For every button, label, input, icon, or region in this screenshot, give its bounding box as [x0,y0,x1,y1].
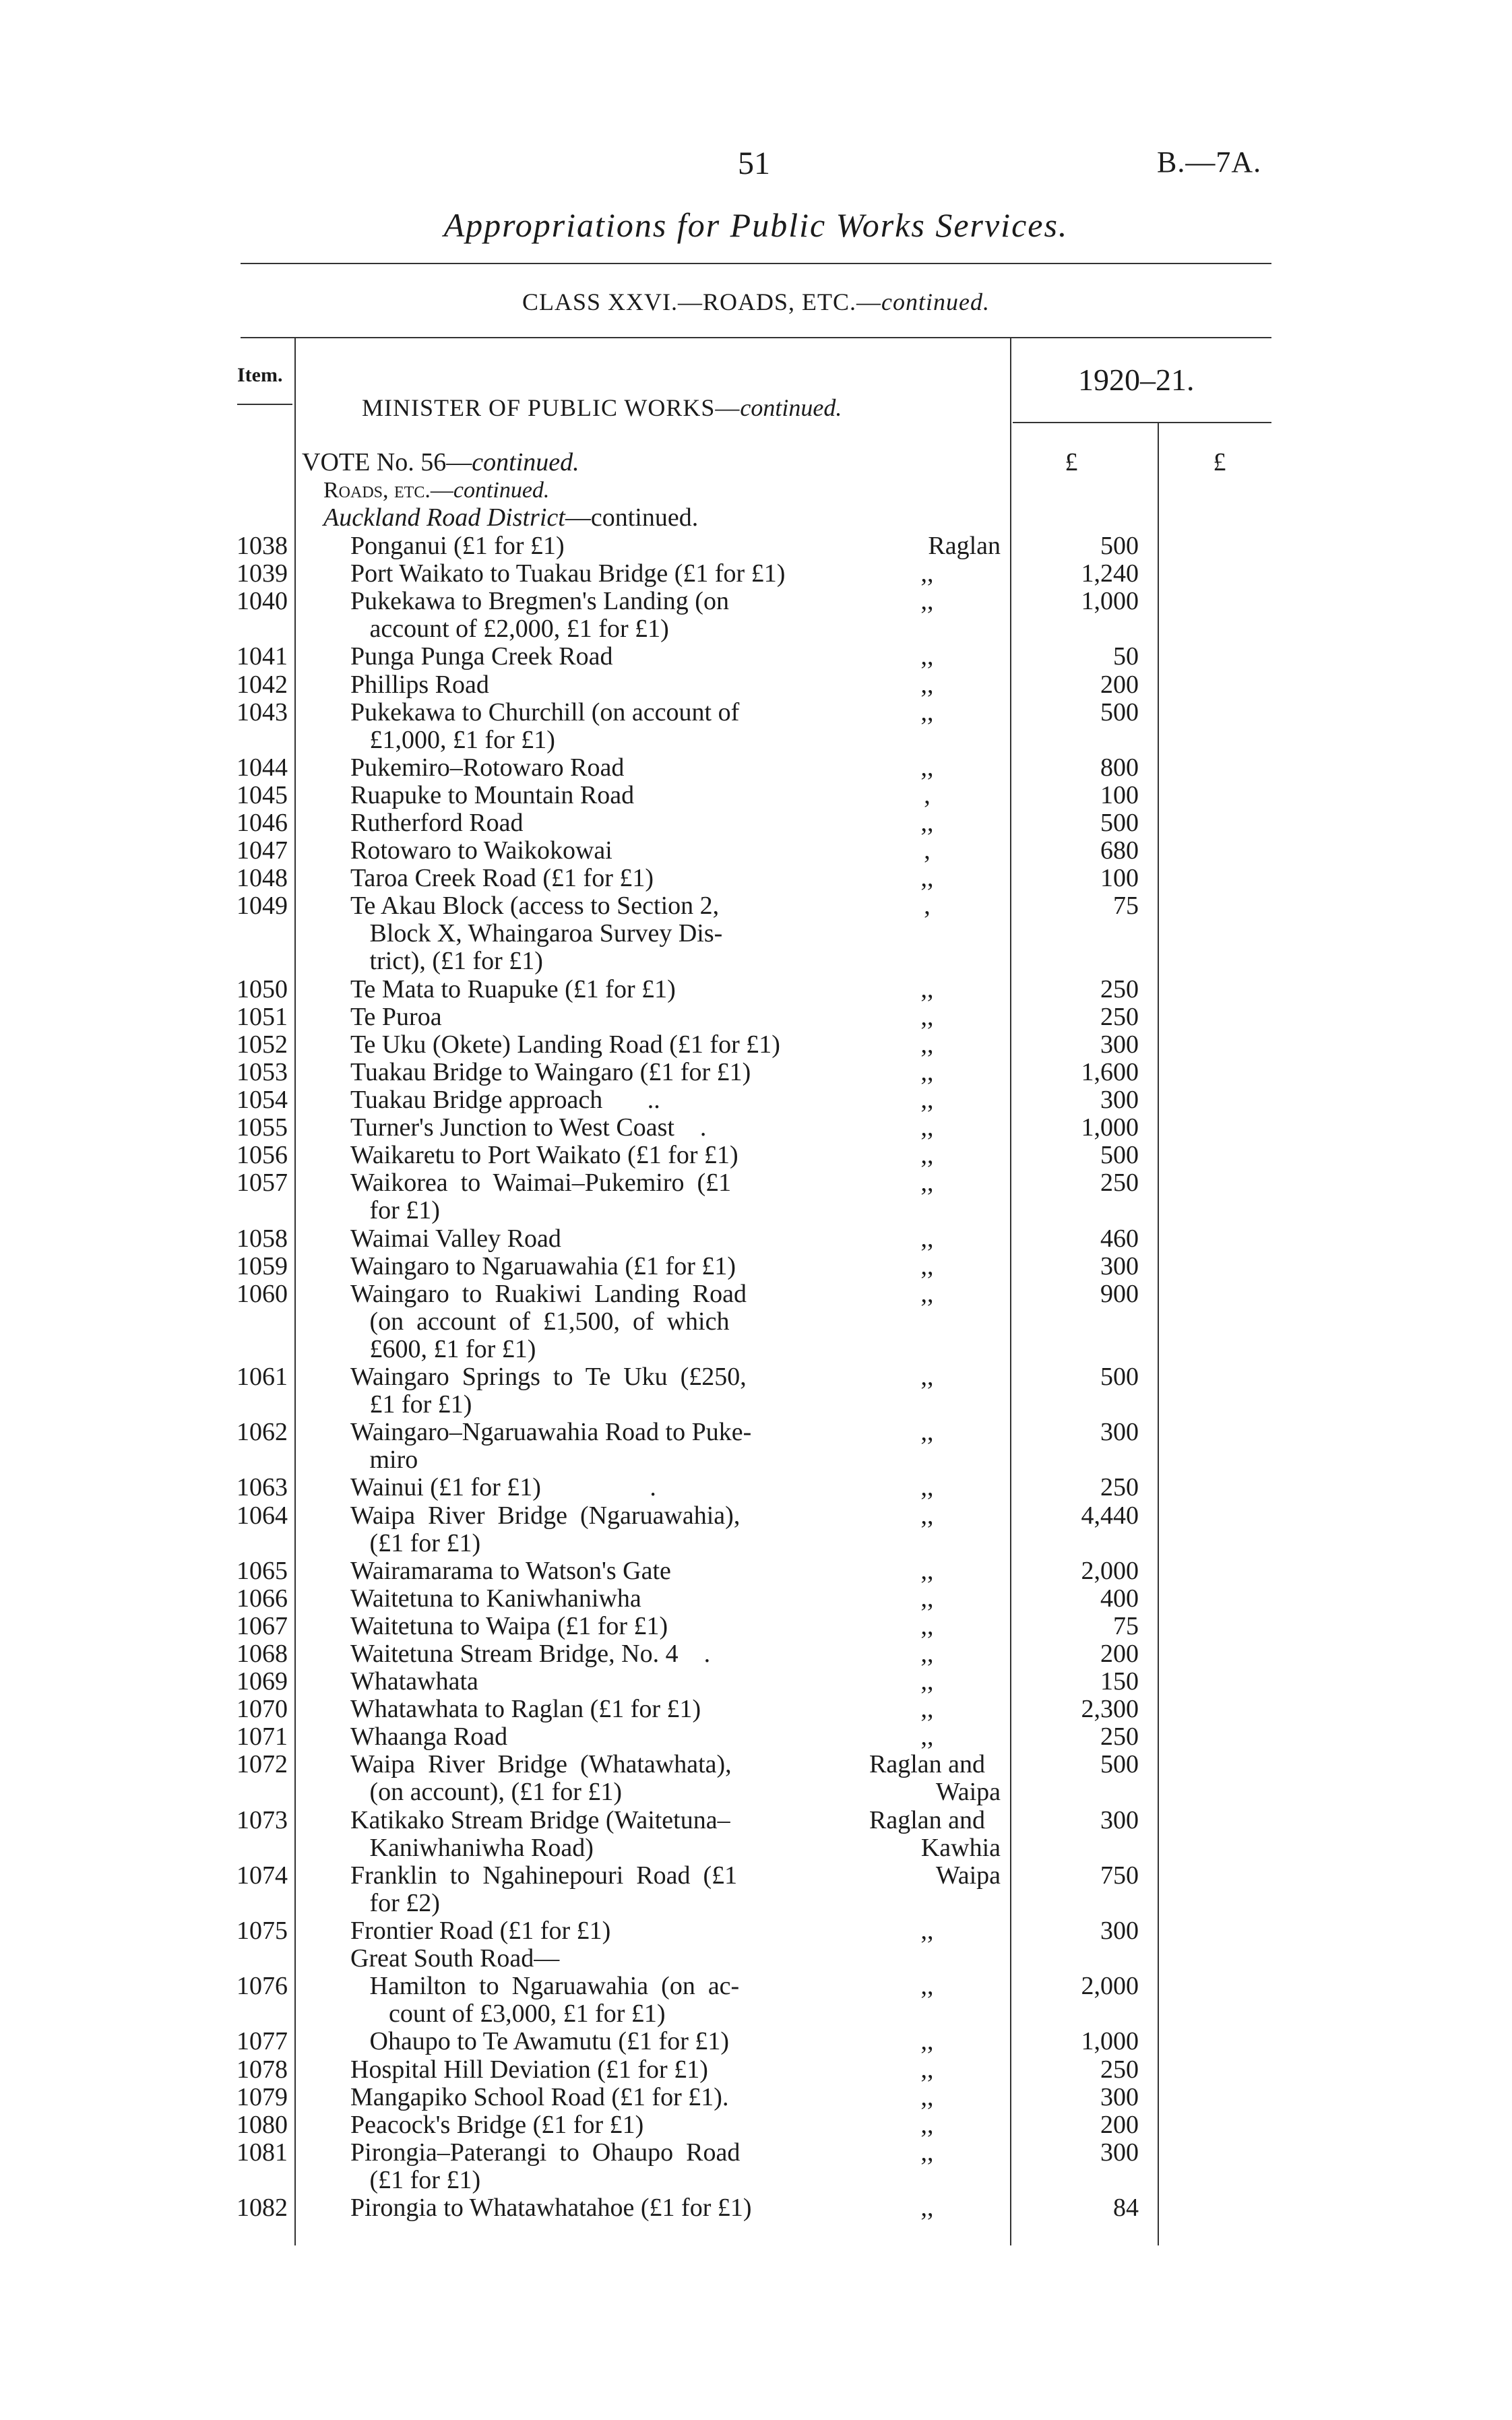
item-number: 1038 [237,532,288,560]
amount: 460 [1100,1224,1139,1253]
item-description: Ohaupo to Te Awamutu (£1 for £1) [350,2027,730,2056]
electoral-district: ,, [920,1723,934,1751]
item-description: £600, £1 for £1) [350,1334,536,1363]
electoral-district: Raglan and [869,1750,985,1779]
item-number: 1059 [237,1251,288,1280]
amount: 500 [1100,1141,1139,1170]
item-number: 1051 [237,1002,288,1031]
electoral-district: ,, [920,974,934,1003]
item-description: Waitetuna Stream Bridge, No. 4 . [350,1640,711,1668]
item-number: 1076 [237,1972,288,2001]
item-number: 1052 [237,1030,288,1059]
item-description: Waitetuna to Waipa (£1 for £1) [350,1611,668,1640]
page-title: Appropriations for Public Works Services. [443,206,1069,244]
item-description: Frontier Road (£1 for £1) [350,1917,611,1945]
electoral-district: ,, [920,1169,934,1198]
item-description: Whatawhata [350,1667,478,1696]
amount: 2,300 [1081,1695,1139,1724]
electoral-district: ,, [920,1917,934,1945]
district-heading-suffix: —continued. [565,503,699,532]
district-heading-text: Auckland Road District [323,503,565,532]
electoral-district: ,, [920,1363,934,1391]
item-description: Franklin to Ngahinepouri Road (£1 [350,1861,738,1890]
item-number: 1072 [237,1750,288,1779]
item-description: Pirongia to Whatawhatahoe (£1 for £1) [350,2194,752,2222]
amount: 300 [1100,2082,1139,2111]
amount: 300 [1100,1251,1139,1280]
item-description: Pirongia–Paterangi to Ohaupo Road [350,2138,741,2167]
electoral-district: ,, [920,1224,934,1253]
item-number: 1061 [237,1363,288,1391]
amount: 300 [1100,1805,1139,1834]
item-number: 1042 [237,670,288,699]
amount: 2,000 [1081,1556,1139,1585]
amount: 200 [1100,670,1139,699]
electoral-district: ,, [920,1002,934,1031]
amount: 200 [1100,1640,1139,1668]
amount: 250 [1100,1723,1139,1751]
item-number: 1064 [237,1501,288,1530]
item-description: Te Uku (Okete) Landing Road (£1 for £1) [350,1030,780,1059]
year-column-header: 1920–21. [1078,363,1195,397]
electoral-district: ,, [920,1584,934,1613]
item-number: 1074 [237,1861,288,1890]
amount: 800 [1100,753,1139,782]
item-description: Ponganui (£1 for £1) [350,532,565,560]
item-description: Turner's Junction to West Coast . [350,1113,707,1142]
item-description: Waingaro Springs to Te Uku (£250, [350,1363,747,1391]
item-description: Tuakau Bridge approach .. [350,1086,660,1114]
item-description: account of £2,000, £1 for £1) [350,615,669,644]
amount: 1,000 [1081,1113,1139,1142]
electoral-district: ,, [920,864,934,893]
item-description: Waipa River Bridge (Whatawhata), [350,1750,732,1779]
item-description: Katikako Stream Bridge (Waitetuna– [350,1805,730,1834]
item-description: Whaanga Road [350,1723,508,1751]
item-description: Rotowaro to Waikokowai [350,836,612,865]
year-header-rule [1013,422,1271,423]
minister-heading-text: MINISTER OF PUBLIC WORKS— [362,394,741,421]
amount: 500 [1100,1750,1139,1779]
amount: 200 [1100,2110,1139,2139]
amount: 500 [1100,1363,1139,1391]
item-number: 1057 [237,1169,288,1198]
amount-split-rule [1158,423,1159,2245]
item-number: 1062 [237,1418,288,1447]
amount: 150 [1100,1667,1139,1696]
currency-symbol: £ [1065,448,1078,476]
electoral-district: ,, [920,642,934,671]
electoral-district: ,, [920,559,934,588]
electoral-district: ,, [920,1279,934,1308]
item-number: 1063 [237,1473,288,1502]
electoral-district: ,, [920,2027,934,2056]
item-number: 1070 [237,1695,288,1724]
amount: 300 [1100,1030,1139,1059]
amount: 680 [1100,836,1139,865]
item-description: Waipa River Bridge (Ngaruawahia), [350,1501,741,1530]
item-description: £1 for £1) [350,1390,472,1419]
electoral-district: Raglan and [869,1805,985,1834]
item-column-header: Item. [237,364,283,386]
amount: 250 [1100,1169,1139,1198]
item-number: 1067 [237,1611,288,1640]
electoral-district: ,, [920,1057,934,1086]
item-number: 1045 [237,780,288,809]
electoral-district: ,, [920,670,934,699]
electoral-district: Raglan [928,532,1001,560]
item-number: 1049 [237,892,288,921]
amount: 1,000 [1081,2027,1139,2056]
electoral-district: ,, [920,1611,934,1640]
item-description: £1,000, £1 for £1) [350,725,555,754]
amount: 75 [1113,1611,1139,1640]
item-number: 1075 [237,1917,288,1945]
amount: 250 [1100,1002,1139,1031]
class-rule [241,337,1271,338]
electoral-district: ,, [920,1113,934,1142]
electoral-district: ,, [920,1972,934,2001]
amount: 400 [1100,1584,1139,1613]
electoral-district: ,, [920,2194,934,2222]
item-number: 1060 [237,1279,288,1308]
amount: 50 [1113,642,1139,671]
item-number: 1048 [237,864,288,893]
item-description: Hospital Hill Deviation (£1 for £1) [350,2055,708,2084]
electoral-district: , [924,892,931,921]
electoral-district: ,, [920,1640,934,1668]
item-column-rule [294,338,296,2245]
electoral-district: ,, [920,1501,934,1530]
item-description: Wainui (£1 for £1) . [350,1473,656,1502]
amount: 250 [1100,974,1139,1003]
electoral-district: ,, [920,1141,934,1170]
electoral-district: Waipa [935,1778,1001,1807]
amount: 250 [1100,2055,1139,2084]
item-number: 1078 [237,2055,288,2084]
item-description: Waimai Valley Road [350,1224,561,1253]
amount: 500 [1100,532,1139,560]
amount: 75 [1113,892,1139,921]
amount: 100 [1100,780,1139,809]
item-number: 1055 [237,1113,288,1142]
item-description: Waitetuna to Kaniwhaniwha [350,1584,641,1613]
item-description: Port Waikato to Tuakau Bridge (£1 for £1) [350,559,786,588]
item-number: 1044 [237,753,288,782]
item-description: Pukekawa to Bregmen's Landing (on [350,587,729,616]
item-description: Taroa Creek Road (£1 for £1) [350,864,654,893]
item-number: 1040 [237,587,288,616]
item-description: Kaniwhaniwha Road) [350,1833,594,1862]
class-heading [0,288,1512,316]
amount: 84 [1113,2194,1139,2222]
minister-heading [362,394,842,422]
item-description: (£1 for £1) [350,1528,481,1557]
item-description: Block X, Whaingaroa Survey Dis- [350,919,723,948]
amount: 500 [1100,809,1139,837]
item-description: (£1 for £1) [350,2165,481,2194]
item-description: Ruapuke to Mountain Road [350,780,635,809]
electoral-district: ,, [920,2055,934,2084]
item-number: 1069 [237,1667,288,1696]
title-rule [241,263,1271,264]
item-description: (on account of £1,500, of which [350,1307,730,1336]
item-description: Whatawhata to Raglan (£1 for £1) [350,1695,701,1724]
electoral-district: ,, [920,753,934,782]
item-description: Pukekawa to Churchill (on account of [350,697,740,726]
item-number: 1054 [237,1086,288,1114]
item-description: Tuakau Bridge to Waingaro (£1 for £1) [350,1057,751,1086]
electoral-district: ,, [920,1667,934,1696]
item-description: Waingaro to Ruakiwi Landing Road [350,1279,747,1308]
roads-heading-text: Roads, etc.— [323,478,453,503]
electoral-district: ,, [920,1251,934,1280]
electoral-district: ,, [920,2082,934,2111]
item-number: 1077 [237,2027,288,2056]
roads-heading-suffix: continued. [453,478,550,503]
electoral-district: ,, [920,1418,934,1447]
item-description: Wairamarama to Watson's Gate [350,1556,671,1585]
item-description: Rutherford Road [350,809,524,837]
item-number: 1080 [237,2110,288,2139]
item-description: Mangapiko School Road (£1 for £1). [350,2082,729,2111]
item-number: 1047 [237,836,288,865]
item-description: count of £3,000, £1 for £1) [350,1999,666,2028]
amount: 4,440 [1081,1501,1139,1530]
item-description: Great South Road— [350,1944,560,1973]
class-heading-suffix: continued. [881,288,990,315]
class-heading-text: CLASS XXVI.—ROADS, ETC.— [522,288,882,315]
item-description: Waingaro–Ngaruawahia Road to Puke- [350,1418,752,1447]
vote-heading-suffix: continued. [472,448,579,476]
item-number: 1056 [237,1141,288,1170]
item-description: Waingaro to Ngaruawahia (£1 for £1) [350,1251,736,1280]
amount: 900 [1100,1279,1139,1308]
item-description: for £2) [350,1888,440,1917]
amount: 250 [1100,1473,1139,1502]
item-number: 1082 [237,2194,288,2222]
item-description: miro [350,1446,418,1475]
amount: 300 [1100,1086,1139,1114]
electoral-district: ,, [920,2138,934,2167]
item-number: 1041 [237,642,288,671]
amount: 300 [1100,1917,1139,1945]
item-number: 1043 [237,697,288,726]
item-description: for £1) [350,1196,440,1225]
item-description: Te Akau Block (access to Section 2, [350,892,720,921]
electoral-district: , [924,836,931,865]
item-description: Te Mata to Ruapuke (£1 for £1) [350,974,676,1003]
amount: 300 [1100,1418,1139,1447]
item-number: 1050 [237,974,288,1003]
item-description: Hamilton to Ngaruawahia (on ac- [350,1972,740,2001]
page-number: 51 [738,146,770,181]
item-number: 1073 [237,1805,288,1834]
item-number: 1081 [237,2138,288,2167]
item-number: 1053 [237,1057,288,1086]
item-number: 1046 [237,809,288,837]
amount: 500 [1100,697,1139,726]
item-description: Peacock's Bridge (£1 for £1) [350,2110,644,2139]
electoral-district: Kawhia [920,1833,1001,1862]
electoral-district: ,, [920,1556,934,1585]
item-number: 1066 [237,1584,288,1613]
currency-symbol: £ [1213,448,1226,476]
amount: 750 [1100,1861,1139,1890]
electoral-district: , [924,780,931,809]
item-description: trict), (£1 for £1) [350,947,543,976]
item-number: 1065 [237,1556,288,1585]
amount: 1,000 [1081,587,1139,616]
electoral-district: ,, [920,587,934,616]
minister-heading-suffix: continued. [740,394,842,421]
item-number: 1079 [237,2082,288,2111]
item-number: 1039 [237,559,288,588]
electoral-district: ,, [920,2110,934,2139]
item-description: Punga Punga Creek Road [350,642,613,671]
amount: 300 [1100,2138,1139,2167]
document-reference: B.—7A. [1157,146,1262,179]
item-number: 1071 [237,1723,288,1751]
electoral-district: ,, [920,1695,934,1724]
item-header-rule [237,404,292,405]
item-description: Phillips Road [350,670,489,699]
item-description: Waikorea to Waimai–Pukemiro (£1 [350,1169,732,1198]
electoral-district: ,, [920,809,934,837]
item-description: Te Puroa [350,1002,442,1031]
item-description: (on account), (£1 for £1) [350,1778,623,1807]
electoral-district: ,, [920,1473,934,1502]
electoral-district: Waipa [935,1861,1001,1890]
vote-heading-text: VOTE No. 56— [302,448,472,476]
amount: 100 [1100,864,1139,893]
item-number: 1058 [237,1224,288,1253]
electoral-district: ,, [920,1030,934,1059]
amount: 1,600 [1081,1057,1139,1086]
item-description: Waikaretu to Port Waikato (£1 for £1) [350,1141,738,1170]
item-number: 1068 [237,1640,288,1668]
amount: 1,240 [1081,559,1139,588]
amount-column-rule [1010,338,1011,2245]
item-description: Pukemiro–Rotowaro Road [350,753,625,782]
electoral-district: ,, [920,1086,934,1114]
amount: 2,000 [1081,1972,1139,2001]
electoral-district: ,, [920,697,934,726]
